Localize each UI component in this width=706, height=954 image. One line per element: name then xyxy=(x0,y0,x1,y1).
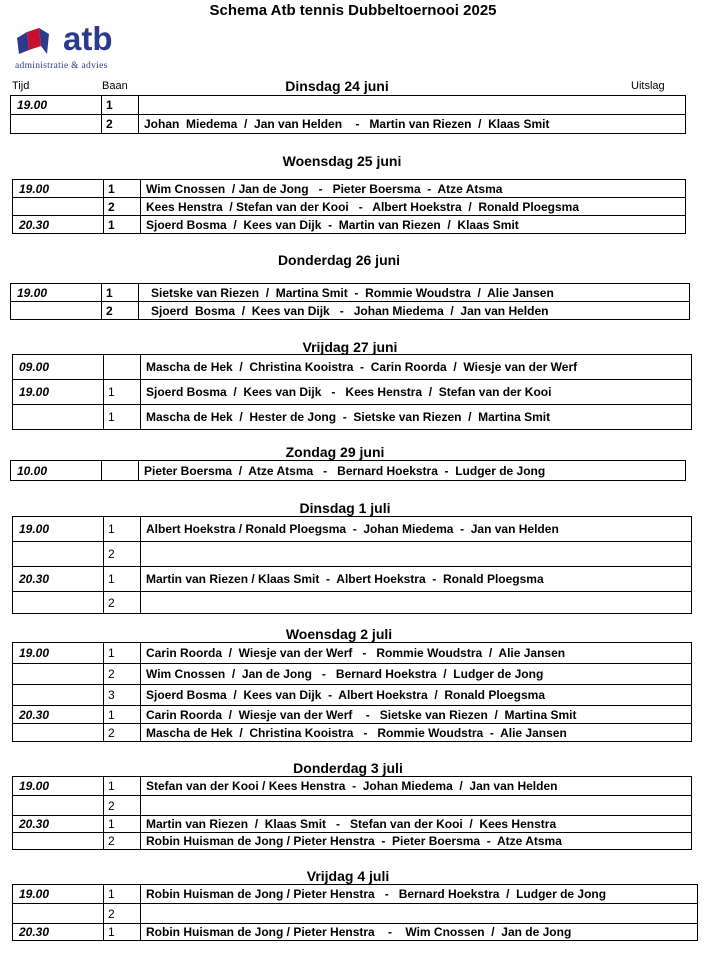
time-cell xyxy=(13,833,104,850)
table-row xyxy=(13,664,692,685)
match-cell xyxy=(141,904,698,924)
table-row xyxy=(13,816,692,833)
schedule-table xyxy=(12,516,692,614)
match-cell xyxy=(139,96,686,115)
time-cell: 20.30 xyxy=(13,216,104,234)
time-cell: 19.00 xyxy=(11,96,102,115)
time-cell: 19.00 xyxy=(13,517,104,542)
table-row xyxy=(13,685,692,706)
schedule-table xyxy=(12,884,698,941)
table-row xyxy=(11,284,690,302)
time-cell: 10.00 xyxy=(11,461,102,481)
table-row xyxy=(13,216,686,234)
day-heading: Donderdag 3 juli xyxy=(293,760,403,776)
table-row xyxy=(11,96,686,115)
court-cell: 1 xyxy=(104,885,141,904)
court-cell: 1 xyxy=(104,816,141,833)
time-cell xyxy=(13,904,104,924)
schedule-table xyxy=(12,354,692,430)
match-cell: Sjoerd Bosma / Kees van Dijk - Kees Henstra / Stefan van der Kooi xyxy=(141,380,692,405)
match-cell: Sjoerd Bosma / Kees van Dijk - Johan Miedema / Jan van Helden xyxy=(139,302,690,320)
table-row xyxy=(11,115,686,134)
day-heading: Donderdag 26 juni xyxy=(277,252,401,268)
table-row xyxy=(13,180,686,198)
court-cell: 2 xyxy=(104,542,141,567)
match-cell xyxy=(141,796,692,816)
time-cell: 20.30 xyxy=(13,567,104,592)
court-cell: 1 xyxy=(104,405,141,430)
table-row xyxy=(13,643,692,664)
day-heading: Dinsdag 1 juli xyxy=(299,500,391,516)
match-cell xyxy=(141,592,692,614)
table-row xyxy=(13,885,698,904)
table-row xyxy=(11,302,690,320)
table-row xyxy=(13,904,698,924)
time-cell xyxy=(13,542,104,567)
time-cell: 20.30 xyxy=(13,924,104,941)
column-header-uitslag: Uitslag xyxy=(631,80,665,92)
table-row xyxy=(13,777,692,796)
match-cell: Sjoerd Bosma / Kees van Dijk - Martin van Riezen / Klaas Smit xyxy=(141,216,686,234)
match-cell: Kees Henstra / Stefan van der Kooi - Albert Hoekstra / Ronald Ploegsma xyxy=(141,198,686,216)
time-cell: 20.30 xyxy=(13,816,104,833)
time-cell: 19.00 xyxy=(13,643,104,664)
court-cell: 1 xyxy=(104,517,141,542)
court-cell: 2 xyxy=(104,198,141,216)
time-cell: 20.30 xyxy=(13,706,104,724)
court-cell: 2 xyxy=(104,724,141,742)
court-cell: 3 xyxy=(104,685,141,706)
column-header-tijd: Tijd xyxy=(12,80,30,92)
column-header-baan: Baan xyxy=(102,80,128,92)
schedule-table xyxy=(10,95,686,134)
match-cell: Mascha de Hek / Christina Kooistra - Carin Roorda / Wiesje van der Werf xyxy=(141,355,692,380)
table-row xyxy=(13,724,692,742)
table-row xyxy=(13,517,692,542)
day-heading: Woensdag 25 juni xyxy=(282,153,402,169)
match-cell: Johan Miedema / Jan van Helden - Martin van Riezen / Klaas Smit xyxy=(139,115,686,134)
time-cell xyxy=(13,592,104,614)
court-cell: 1 xyxy=(104,180,141,198)
table-row xyxy=(13,380,692,405)
atb-logo-mark-icon xyxy=(15,28,61,58)
table-row xyxy=(13,198,686,216)
table-row xyxy=(13,542,692,567)
match-cell xyxy=(141,542,692,567)
court-cell: 2 xyxy=(104,592,141,614)
table-row xyxy=(13,796,692,816)
time-cell xyxy=(13,405,104,430)
time-cell xyxy=(13,724,104,742)
day-heading: Zondag 29 juni xyxy=(285,444,385,460)
time-cell xyxy=(13,685,104,706)
match-cell: Martin van Riezen / Klaas Smit - Albert Hoekstra - Ronald Ploegsma xyxy=(141,567,692,592)
court-cell: 2 xyxy=(104,664,141,685)
schedule-table xyxy=(12,776,692,850)
time-cell xyxy=(11,115,102,134)
match-cell: Albert Hoekstra / Ronald Ploegsma - Johan Miedema - Jan van Helden xyxy=(141,517,692,542)
table-row xyxy=(13,355,692,380)
table-row xyxy=(13,706,692,724)
time-cell: 19.00 xyxy=(11,284,102,302)
table-row xyxy=(13,833,692,850)
table-row xyxy=(13,567,692,592)
schedule-table xyxy=(10,460,686,481)
day-heading: Vrijdag 27 juni xyxy=(302,339,398,355)
match-cell: Martin van Riezen / Klaas Smit - Stefan van der Kooi / Kees Henstra xyxy=(141,816,692,833)
court-cell: 1 xyxy=(104,216,141,234)
match-cell: Pieter Boersma / Atze Atsma - Bernard Hoekstra - Ludger de Jong xyxy=(139,461,686,481)
time-cell xyxy=(13,664,104,685)
court-cell: 1 xyxy=(104,924,141,941)
match-cell: Stefan van der Kooi / Kees Henstra - Johan Miedema / Jan van Helden xyxy=(141,777,692,796)
atb-logo xyxy=(15,20,135,71)
time-cell: 09.00 xyxy=(13,355,104,380)
page-title: Schema Atb tennis Dubbeltoernooi 2025 xyxy=(209,2,497,19)
court-cell: 2 xyxy=(104,904,141,924)
time-cell: 19.00 xyxy=(13,885,104,904)
schedule-table xyxy=(10,283,690,320)
court-cell: 1 xyxy=(104,777,141,796)
table-row xyxy=(13,405,692,430)
court-cell: 1 xyxy=(102,284,139,302)
logo-word: atb xyxy=(63,20,113,57)
table-row xyxy=(13,592,692,614)
court-cell: 1 xyxy=(104,567,141,592)
match-cell: Robin Huisman de Jong / Pieter Henstra - Wim Cnossen / Jan de Jong xyxy=(141,924,698,941)
time-cell: 19.00 xyxy=(13,180,104,198)
match-cell: Robin Huisman de Jong / Pieter Henstra - Bernard Hoekstra / Ludger de Jong xyxy=(141,885,698,904)
time-cell: 19.00 xyxy=(13,777,104,796)
time-cell: 19.00 xyxy=(13,380,104,405)
court-cell: 2 xyxy=(104,796,141,816)
court-cell: 1 xyxy=(104,380,141,405)
match-cell: Carin Roorda / Wiesje van der Werf - Sietske van Riezen / Martina Smit xyxy=(141,706,692,724)
court-cell: 2 xyxy=(102,302,139,320)
court-cell: 1 xyxy=(104,643,141,664)
table-row xyxy=(11,461,686,481)
match-cell: Sietske van Riezen / Martina Smit - Rommie Woudstra / Alie Jansen xyxy=(139,284,690,302)
match-cell: Mascha de Hek / Christina Kooistra - Rommie Woudstra - Alie Jansen xyxy=(141,724,692,742)
time-cell xyxy=(13,796,104,816)
day-heading: Dinsdag 24 juni xyxy=(285,78,389,94)
table-row xyxy=(13,924,698,941)
day-heading: Woensdag 2 juli xyxy=(285,626,393,642)
court-cell: 1 xyxy=(104,706,141,724)
schedule-table xyxy=(12,642,692,742)
day-heading: Vrijdag 4 juli xyxy=(306,868,390,884)
time-cell xyxy=(13,198,104,216)
match-cell: Mascha de Hek / Hester de Jong - Sietske van Riezen / Martina Smit xyxy=(141,405,692,430)
court-cell xyxy=(102,461,139,481)
court-cell: 1 xyxy=(102,96,139,115)
match-cell: Carin Roorda / Wiesje van der Werf - Rommie Woudstra / Alie Jansen xyxy=(141,643,692,664)
match-cell: Wim Cnossen / Jan de Jong - Pieter Boersma - Atze Atsma xyxy=(141,180,686,198)
match-cell: Sjoerd Bosma / Kees van Dijk - Albert Hoekstra / Ronald Ploegsma xyxy=(141,685,692,706)
court-cell: 2 xyxy=(104,833,141,850)
match-cell: Wim Cnossen / Jan de Jong - Bernard Hoekstra / Ludger de Jong xyxy=(141,664,692,685)
court-cell xyxy=(104,355,141,380)
logo-subtitle: administratie & advies xyxy=(15,61,108,71)
time-cell xyxy=(11,302,102,320)
court-cell: 2 xyxy=(102,115,139,134)
match-cell: Robin Huisman de Jong / Pieter Henstra - Pieter Boersma - Atze Atsma xyxy=(141,833,692,850)
schedule-table xyxy=(12,179,686,234)
